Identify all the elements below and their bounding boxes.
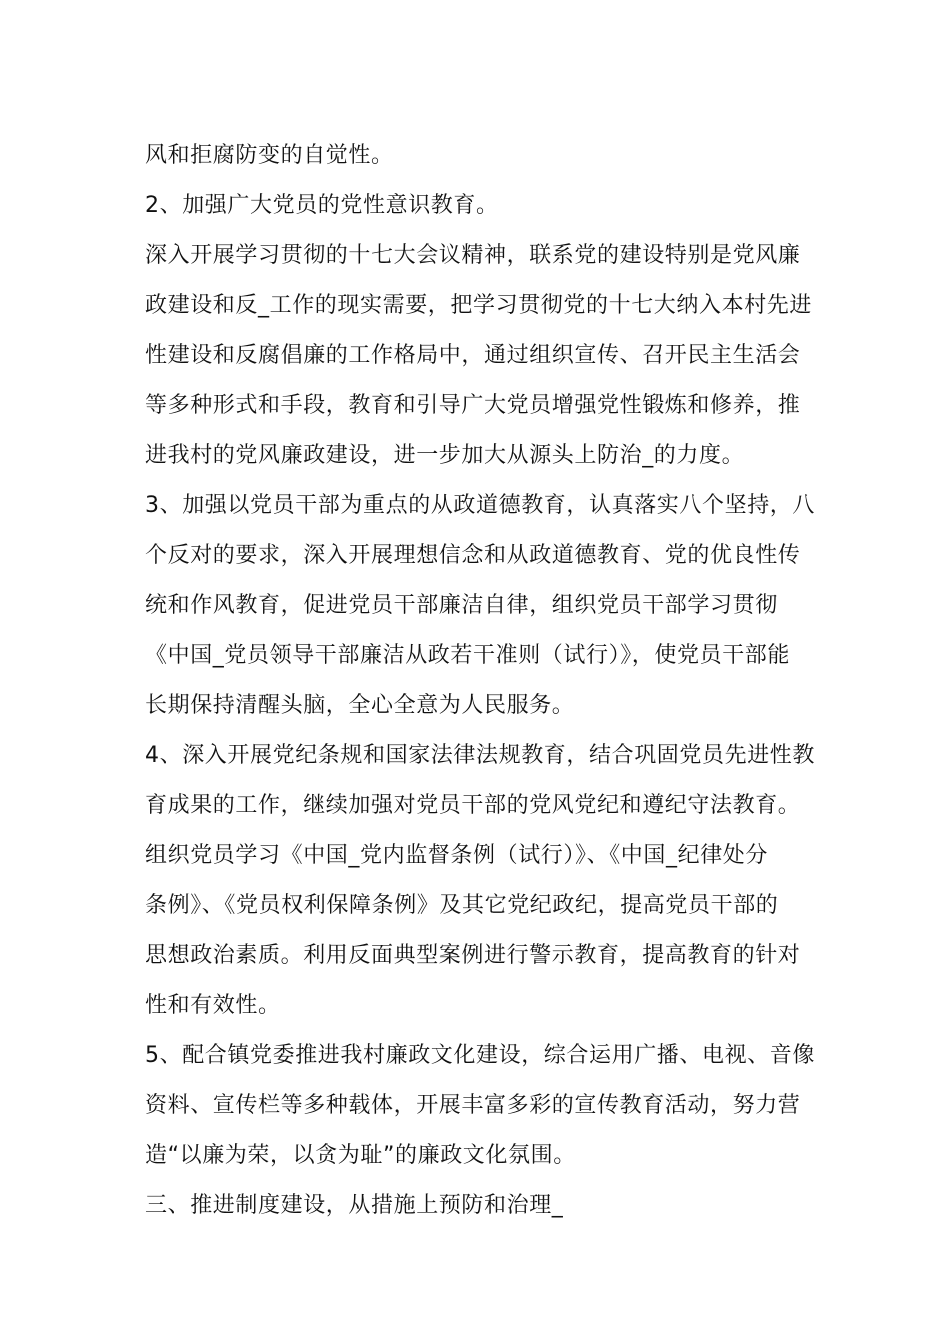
text-line: 2、加强广大党员的党性意识教育。	[145, 193, 499, 218]
text-line: 风和拒腐防变的自觉性。	[145, 143, 394, 168]
text-line: 资料、宣传栏等多种载体，开展丰富多彩的宣传教育活动，努力营	[145, 1093, 801, 1118]
text-line: 3、加强以党员干部为重点的从政道德教育，认真落实八个坚持，八	[145, 493, 815, 518]
document-body	[145, 131, 825, 1231]
text-line: 长期保持清醒头脑，全心全意为人民服务。	[145, 693, 575, 718]
text-line: 条例》、《党员权利保障条例》及其它党纪政纪，提高党员干部的	[145, 893, 779, 918]
text-line: 政建设和反_工作的现实需要，把学习贯彻党的十七大纳入本村先进	[145, 293, 813, 318]
text-line: 育成果的工作，继续加强对党员干部的党风党纪和遵纪守法教育。	[145, 793, 801, 818]
text-line: 深入开展学习贯彻的十七大会议精神，联系党的建设特别是党风廉	[145, 243, 801, 268]
text-line: 个反对的要求，深入开展理想信念和从政道德教育、党的优良性传	[145, 543, 801, 568]
text-line: 等多种形式和手段，教育和引导广大党员增强党性锻炼和修养，推	[145, 393, 801, 418]
text-line: 性建设和反腐倡廉的工作格局中，通过组织宣传、召开民主生活会	[145, 343, 801, 368]
text-line: 5、配合镇党委推进我村廉政文化建设，综合运用广播、电视、音像	[145, 1043, 815, 1068]
text-line: 思想政治素质。利用反面典型案例进行警示教育，提高教育的针对	[145, 943, 801, 968]
text-line: 《中国_党员领导干部廉洁从政若干准则（试行）》，使党员干部能	[145, 643, 791, 668]
text-line: 4、深入开展党纪条规和国家法律法规教育，结合巩固党员先进性教	[145, 743, 815, 768]
text-line: 组织党员学习《中国_党内监督条例（试行）》、《中国_纪律处分	[145, 843, 769, 868]
text-line: 造“以廉为荣，以贪为耻”的廉政文化氛围。	[145, 1143, 576, 1168]
text-line: 三、推进制度建设，从措施上预防和治理_	[145, 1193, 564, 1218]
text-line: 进我村的党风廉政建设，进一步加大从源头上防治_的力度。	[145, 443, 745, 468]
text-line: 统和作风教育，促进党员干部廉洁自律，组织党员干部学习贯彻	[145, 593, 778, 618]
text-line: 性和有效性。	[145, 993, 281, 1018]
